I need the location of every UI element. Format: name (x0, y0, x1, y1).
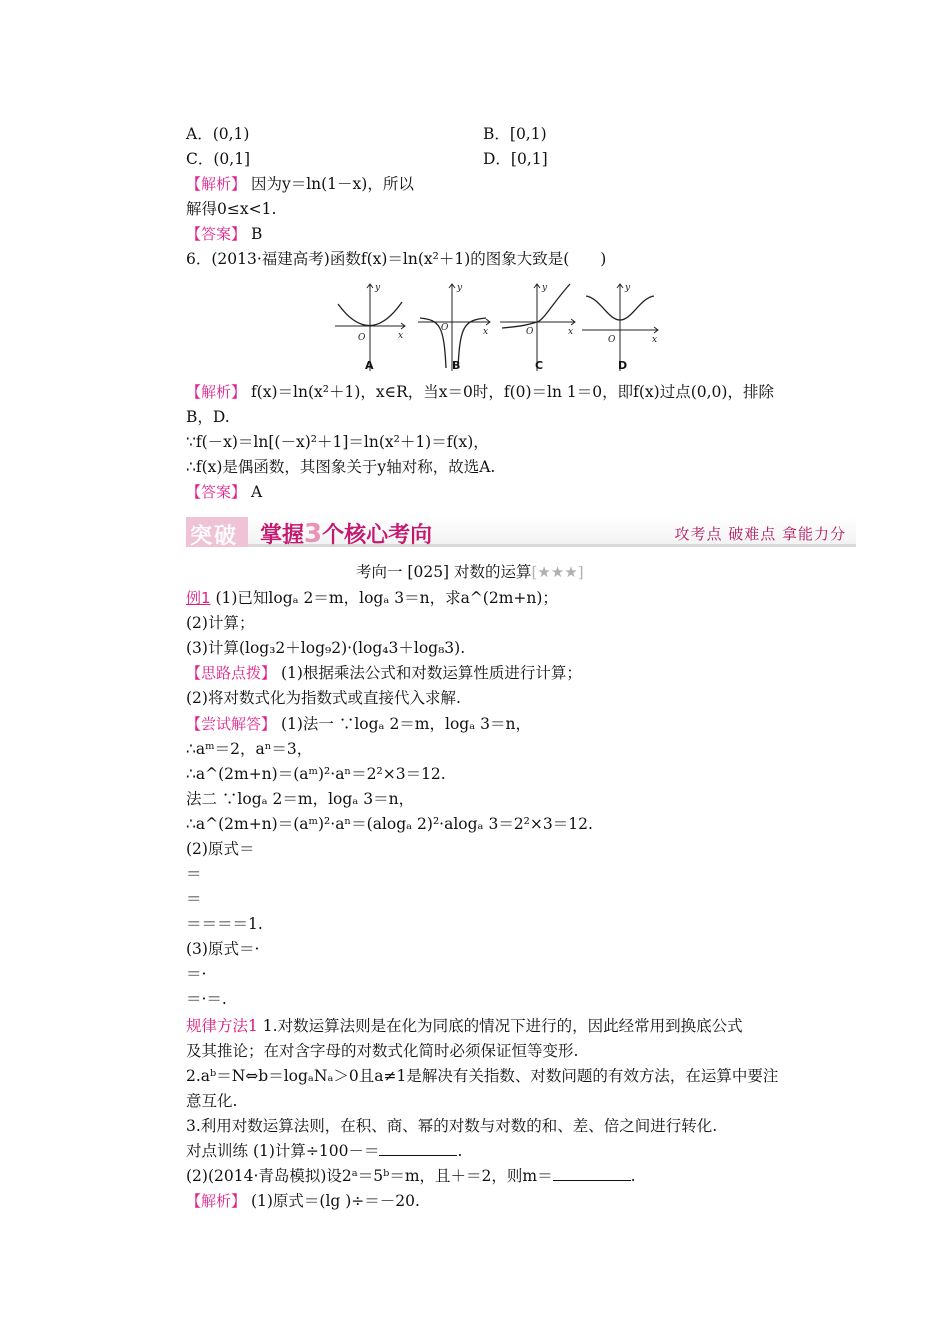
q6-jiexi-4: ∴f(x)是偶函数，其图象关于y轴对称，故选A. (186, 458, 496, 476)
ex1-s12: ＝·＝. (186, 990, 227, 1008)
ex1-s5: ∴a^(2m+n)＝(aᵐ)²·aⁿ＝(alogₐ 2)²·alogₐ 3＝2²×3＝12. (186, 815, 593, 833)
ex1-p1: 例1 (1)已知logₐ 2＝m，logₐ 3＝n，求a^(2m+n)； (186, 589, 558, 607)
jiexi-tag: 【解析】 (186, 1192, 247, 1210)
practice-2: (2)(2014·青岛模拟)设2ᵃ＝5ᵇ＝m，且＋＝2，则m＝ . (186, 1167, 636, 1185)
ex1-s7: ＝ (186, 865, 202, 883)
answer-tag: 【答案】 (186, 225, 247, 243)
banner-head: 掌握3个核心考向 (260, 519, 433, 549)
q6-answer (186, 482, 262, 502)
axis-x-d: x (652, 335, 658, 345)
practice-tag: 对点训练 (186, 1142, 249, 1160)
try-tag: 【尝试解答】 (186, 715, 277, 733)
answer-tag: 【答案】 (186, 483, 247, 501)
q5-answer (186, 224, 262, 244)
section-banner (186, 517, 856, 547)
axis-y-d: y (625, 283, 631, 293)
ex1-s4: 法二 ∵logₐ 2＝m，logₐ 3＝n， (186, 790, 415, 808)
axis-x-b: x (483, 327, 489, 337)
option-d: D．[0,1] (483, 150, 548, 168)
ex1-hint-1: 【思路点拨】 (1)根据乘法公式和对数运算性质进行计算； (186, 664, 582, 682)
origin-c: O (526, 327, 534, 337)
axis-x-a: x (398, 331, 404, 341)
jiexi-tag: 【解析】 (186, 383, 247, 401)
ex1-s6: (2)原式＝ (186, 840, 255, 858)
ex1-s3: ∴a^(2m+n)＝(aᵐ)²·aⁿ＝2²×3＝12. (186, 765, 446, 783)
q6-jiexi-3: ∵f(－x)＝ln[(－x)²＋1]＝ln(x²＋1)＝f(x)， (186, 433, 489, 451)
hint-tag: 【思路点拨】 (186, 664, 277, 682)
graph-label-a: A (365, 359, 374, 372)
graph-label-b: B (452, 359, 461, 372)
q5-answer-value: B (246, 225, 263, 243)
origin-a: O (358, 333, 366, 343)
example-tag: 例1 (186, 589, 211, 607)
rule-3: 3.利用对数运算法则，在积、商、幂的对数与对数的和、差、倍之间进行转化. (186, 1117, 718, 1135)
ex1-s8: ＝ (186, 890, 202, 908)
axis-y-c: y (542, 283, 548, 293)
origin-b: O (441, 323, 449, 333)
ex1-s10: (3)原式＝· (186, 940, 260, 958)
rule-2: 2.aᵇ＝N⇔b＝logₐNₐ＞0且a≠1是解决有关指数、对数问题的有效方法，在运算中要注 (186, 1067, 779, 1085)
axis-y-b: y (457, 283, 463, 293)
option-b: B．[0,1) (483, 125, 547, 143)
q6-answer-value: A (246, 483, 263, 501)
option-a: A．(0,1) (186, 125, 250, 143)
rule-2b: 意互化. (186, 1092, 238, 1110)
q6-jiexi-2: B，D. (186, 408, 230, 426)
option-c: C．(0,1] (186, 150, 251, 168)
q5-jiexi-text: 因为y＝ln(1－x)，所以 (246, 175, 414, 193)
axis-x-c: x (568, 327, 574, 337)
difficulty-stars: [★★★] (531, 563, 584, 581)
practice-jiexi: 【解析】 (1)原式＝(lg )÷＝－20. (186, 1192, 420, 1210)
banner-right: 攻考点 破难点 拿能力分 (674, 525, 846, 543)
graph-label-d: D (618, 359, 628, 372)
q6-jiexi-text: f(x)＝ln(x²＋1)，x∈R，当x＝0时，f(0)＝ln 1＝0，即f(x)过点(0,0)，排除 (246, 383, 774, 401)
rule-1b: 及其推论；在对含字母的对数式化简时必须保证恒等变形. (186, 1042, 579, 1060)
practice-1: 对点训练 (1)计算÷100－＝ . (186, 1142, 463, 1160)
ex1-s11: ＝· (186, 965, 207, 983)
origin-d: O (608, 335, 616, 345)
rule-1: 规律方法1 1.对数运算法则是在化为同底的情况下进行的，因此经常用到换底公式 (186, 1017, 743, 1035)
blank-1[interactable] (379, 1141, 457, 1156)
blank-2[interactable] (553, 1166, 631, 1181)
topic-title: 考向一 [025] 对数的运算[★★★] (356, 563, 584, 581)
axis-y-a: y (375, 283, 381, 293)
q5-jiexi (186, 174, 414, 194)
banner-tu: 突破 (190, 524, 239, 549)
rule-tag: 规律方法1 (186, 1017, 258, 1035)
ex1-p3: (3)计算(log₃2＋log₉2)·(log₄3＋log₈3). (186, 639, 466, 657)
graph-label-c: C (535, 359, 544, 372)
q6-jiexi-1 (186, 382, 774, 402)
q5-solve: 解得0≤x<1. (186, 200, 277, 218)
ex1-hint-2: (2)将对数式化为指数式或直接代入求解. (186, 689, 461, 707)
ex1-s9: ＝＝＝＝1. (186, 915, 263, 933)
q6-stem: 6．(2013·福建高考)函数f(x)＝ln(x²＋1)的图象大致是( ) (186, 250, 607, 268)
ex1-s2: ∴aᵐ＝2，aⁿ＝3， (186, 740, 313, 758)
ex1-try-1: 【尝试解答】 (1)法一 ∵logₐ 2＝m，logₐ 3＝n， (186, 715, 531, 733)
ex1-p2: (2)计算； (186, 614, 255, 632)
jiexi-tag: 【解析】 (186, 175, 247, 193)
